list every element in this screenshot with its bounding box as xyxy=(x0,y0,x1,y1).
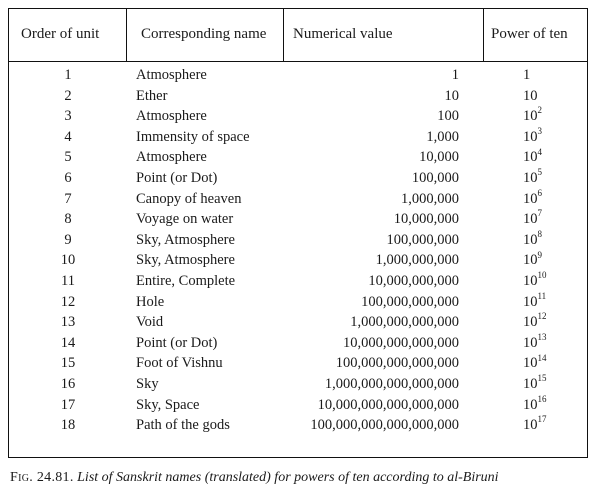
power-base: 10 xyxy=(523,396,538,413)
name-cell: Void xyxy=(136,314,164,331)
power-base: 10 xyxy=(523,314,538,331)
value-cell: 1,000,000,000 xyxy=(375,252,459,269)
power-cell xyxy=(523,86,538,107)
name-cell: Voyage on water xyxy=(136,211,234,228)
power-cell xyxy=(523,127,542,148)
name-cell: Path of the gods xyxy=(136,417,230,434)
power-exponent: 2 xyxy=(537,105,542,116)
name-cell: Entire, Complete xyxy=(136,273,236,289)
power-exponent: 8 xyxy=(537,228,542,239)
order-cell: 3 xyxy=(64,108,72,125)
value-cell: 10 xyxy=(444,87,459,104)
name-cell: Sky, Atmosphere xyxy=(136,231,235,248)
table-row xyxy=(9,415,587,436)
name-cell: Canopy of heaven xyxy=(136,190,242,207)
name-cell: Sky xyxy=(136,376,159,392)
power-base: 10 xyxy=(523,128,538,145)
power-base: 10 xyxy=(523,170,538,186)
header-order-of-unit: Order of unit xyxy=(21,26,100,42)
power-base: 10 xyxy=(523,355,538,372)
table-row xyxy=(9,395,587,416)
name-cell: Point (or Dot) xyxy=(136,334,218,351)
power-base: 10 xyxy=(523,87,538,104)
figure-caption xyxy=(10,470,499,486)
name-cell: Ether xyxy=(136,87,168,104)
header-power-of-ten: Power of ten xyxy=(491,26,568,42)
header-corresponding-name: Corresponding name xyxy=(141,26,267,42)
power-base: 10 xyxy=(523,211,538,228)
value-cell: 100,000,000,000,000,000 xyxy=(310,417,459,434)
table-row xyxy=(9,353,587,374)
power-exponent: 3 xyxy=(537,125,542,136)
value-cell: 1,000,000,000,000 xyxy=(350,314,459,331)
power-exponent: 7 xyxy=(537,208,542,219)
power-cell xyxy=(523,292,546,313)
power-cell xyxy=(523,333,547,354)
table-row xyxy=(9,106,587,127)
power-exponent: 16 xyxy=(537,393,547,404)
power-cell xyxy=(523,230,542,251)
header-rule xyxy=(9,61,587,62)
power-cell xyxy=(523,168,542,189)
order-cell: 18 xyxy=(60,417,76,434)
order-cell: 9 xyxy=(64,231,72,248)
power-cell xyxy=(523,353,547,374)
power-exponent: 15 xyxy=(537,373,547,384)
value-cell: 100,000,000,000 xyxy=(361,293,459,310)
table-row xyxy=(9,374,587,395)
power-cell xyxy=(523,312,547,333)
order-cell: 10 xyxy=(60,252,76,269)
table-row xyxy=(9,127,587,148)
table-row xyxy=(9,230,587,251)
order-cell: 8 xyxy=(64,211,72,228)
power-exponent: 17 xyxy=(537,414,547,425)
power-base: 10 xyxy=(523,376,538,392)
power-base: 10 xyxy=(523,293,538,310)
order-cell: 12 xyxy=(60,293,76,310)
caption-text: List of Sanskrit names (translated) for powers of ten according to al-Biruni xyxy=(77,470,499,485)
power-base: 10 xyxy=(523,334,538,351)
order-cell: 13 xyxy=(60,314,76,331)
value-cell: 10,000,000,000,000,000 xyxy=(317,396,459,413)
power-base: 10 xyxy=(523,149,538,166)
power-exponent: 9 xyxy=(537,249,542,260)
order-cell: 16 xyxy=(60,376,76,392)
table-row xyxy=(9,292,587,313)
power-base: 10 xyxy=(523,108,538,125)
power-cell xyxy=(523,106,542,127)
power-cell xyxy=(523,374,547,395)
value-cell: 100 xyxy=(437,108,459,125)
table-row xyxy=(9,189,587,210)
value-cell: 1,000 xyxy=(426,128,459,145)
power-cell xyxy=(523,395,547,416)
value-cell: 100,000,000 xyxy=(386,231,459,248)
order-cell: 14 xyxy=(60,334,76,351)
power-exponent: 13 xyxy=(537,331,547,342)
order-cell: 1 xyxy=(64,67,72,83)
value-cell: 1,000,000 xyxy=(401,190,459,207)
table-row xyxy=(9,333,587,354)
power-cell xyxy=(523,250,542,271)
header-divider-2 xyxy=(283,9,284,62)
table-row xyxy=(9,147,587,168)
name-cell: Point (or Dot) xyxy=(136,170,218,186)
header-divider-3 xyxy=(483,9,484,62)
power-base: 10 xyxy=(523,273,538,289)
order-cell: 15 xyxy=(60,355,76,372)
value-cell: 10,000,000,000 xyxy=(368,273,459,289)
power-exponent: 5 xyxy=(537,167,542,178)
order-cell: 2 xyxy=(64,87,72,104)
power-exponent: 14 xyxy=(537,352,547,363)
name-cell: Atmosphere xyxy=(136,108,207,125)
order-cell: 17 xyxy=(60,396,76,413)
table-row xyxy=(9,312,587,333)
power-exponent: 12 xyxy=(537,311,547,322)
power-exponent: 10 xyxy=(537,270,547,281)
power-exponent: 4 xyxy=(537,146,542,157)
name-cell: Hole xyxy=(136,293,165,310)
power-exponent: 11 xyxy=(537,290,547,301)
figure-label: Fig. 24.81. xyxy=(10,470,74,485)
power-cell xyxy=(523,147,542,168)
name-cell: Atmosphere xyxy=(136,149,207,166)
power-base: 10 xyxy=(523,190,538,207)
order-cell: 5 xyxy=(64,149,72,166)
power-cell xyxy=(523,209,542,230)
table-row xyxy=(9,250,587,271)
value-cell: 100,000 xyxy=(411,170,459,186)
order-cell: 4 xyxy=(64,128,72,145)
table-row xyxy=(9,65,587,86)
value-cell: 10,000,000,000,000 xyxy=(343,334,459,351)
table-row xyxy=(9,168,587,189)
name-cell: Atmosphere xyxy=(136,67,207,83)
value-cell: 10,000 xyxy=(419,149,459,166)
value-cell: 1 xyxy=(451,67,459,83)
power-base: 10 xyxy=(523,252,538,269)
order-cell: 11 xyxy=(61,273,75,289)
powers-of-ten-table xyxy=(8,8,588,458)
power-exponent: 6 xyxy=(537,187,542,198)
name-cell: Immensity of space xyxy=(136,128,250,145)
table-row xyxy=(9,209,587,230)
table-row xyxy=(9,271,587,292)
value-cell: 100,000,000,000,000 xyxy=(335,355,459,372)
value-cell: 10,000,000 xyxy=(393,211,459,228)
value-cell: 1,000,000,000,000,000 xyxy=(324,376,459,392)
power-cell xyxy=(523,189,542,210)
power-cell xyxy=(523,415,547,436)
order-cell: 6 xyxy=(64,170,72,186)
power-base: 10 xyxy=(523,231,538,248)
power-base: 10 xyxy=(523,417,538,434)
order-cell: 7 xyxy=(64,190,72,207)
power-cell xyxy=(523,65,530,86)
table-row xyxy=(9,86,587,107)
power-cell xyxy=(523,271,547,292)
name-cell: Foot of Vishnu xyxy=(136,355,223,372)
header-numerical-value: Numerical value xyxy=(293,26,393,42)
name-cell: Sky, Atmosphere xyxy=(136,252,235,269)
name-cell: Sky, Space xyxy=(136,396,200,413)
power-base: 1 xyxy=(523,67,531,83)
header-divider-1 xyxy=(126,9,127,62)
